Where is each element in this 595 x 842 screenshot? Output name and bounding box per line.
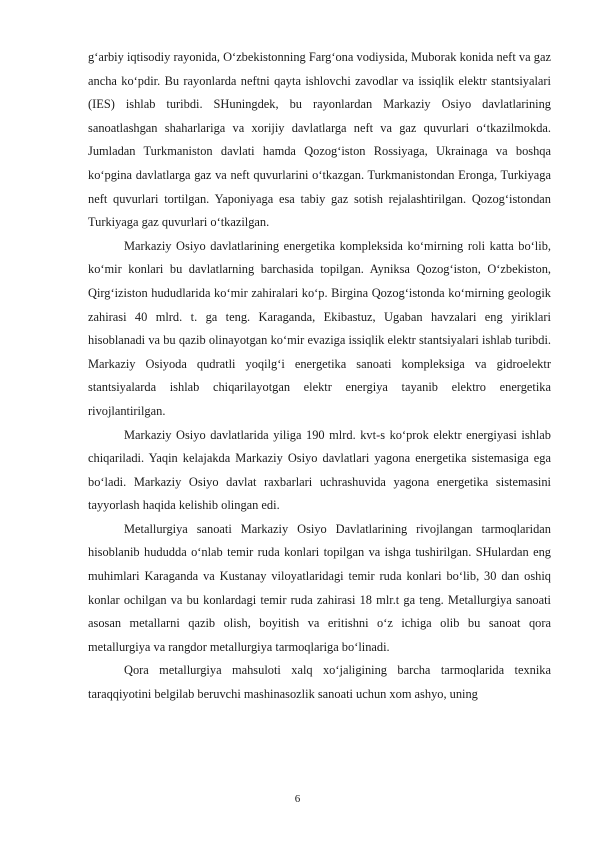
paragraph-oil-gas: g‘arbiy iqtisodiy rayonida, O‘zbekistonning Farg‘ona vodiysida, Muborak konida neft va gaz ancha ko‘pdir. Bu rayonlarda neftni qayta ishlovchi zavodlar va issiqlik elektr stantsiyalari (IES) ishlab turibdi. SHuningdek, bu rayonlardan Markaziy Osiyo davlatlarining sanoatlashgan shaharlariga va xorijiy davlatlarga neft va gaz quvurlari o‘tkazilmokda. Jumladan Turkmaniston davlati hamda Qozog‘iston Rossiyaga, Ukrainaga va boshqa ko‘pgina davlatlarga gaz va neft quvurlarini o‘tkazgan. Turkmanistondan Eronga, Turkiyaga neft quvurlari tortilgan. Yaponiyaga esa tabiy gaz sotish rejalashtirilgan. Qozog‘istondan Turkiyaga gaz quvurlari o‘tkazilgan. xyxy=(88,50,551,230)
paragraph-ferrous-metallurgy: Qora metallurgiya mahsuloti xalq xo‘jaligining barcha tarmoqlarida texnika taraqqiyotini belgilab beruvchi mashinasozlik sanoati uchun xom ashyo, uning xyxy=(88,663,551,702)
page-number: 6 xyxy=(294,793,301,805)
paragraph-electricity: Markaziy Osiyo davlatlarida yiliga 190 mlrd. kvt-s ko‘prok elektr energiyasi ishlab chiqariladi. Yaqin kelajakda Markaziy Osiyo davlatlari yagona energetika sistemasiga ega bo‘ladi. Markaziy Osiyo davlat raxbarlari uchrashuvida yagona energetika sistemasini tayyorlash haqida kelishib olingan edi. xyxy=(88,427,551,513)
document-body xyxy=(88,46,551,707)
paragraph-coal: Markaziy Osiyo davlatlarining energetika kompleksida ko‘mirning roli katta bo‘lib, ko‘mir konlari bu davlatlarning barchasida topilgan. Ayniksa Qozog‘iston, O‘zbekiston, Qirg‘iziston hududlarida ko‘mir zahiralari ko‘p. Birgina Qozog‘istonda ko‘mirning geologik zahirasi 40 mlrd. t. ga teng. Karaganda, Ekibastuz, Ugaban havzalari eng yiriklari hisoblanadi va bu qazib olinayotgan ko‘mir evaziga issiqlik elektr stantsiyalari ishlab turibdi. Markaziy Osiyoda qudratli yoqilg‘i energetika sanoati kompleksiga va gidroelektr stantsiyalarda ishlab chiqarilayotgan elektr energiya tayanib elektro energetika rivojlantirilgan. xyxy=(88,238,551,418)
paragraph-metallurgy: Metallurgiya sanoati Markaziy Osiyo Davlatlarining rivojlangan tarmoqlaridan hisoblanib hududda o‘nlab temir ruda konlari topilgan va ishga tushirilgan. SHulardan eng muhimlari Karaganda va Kustanay viloyatlaridagi temir ruda konlari bo‘lib, 30 dan oshiq konlar ochilgan va bu konlardagi temir ruda zahirasi 18 mlr.t ga teng. Metallurgiya sanoati asosan metallarni qazib olish, boyitish va eritishni o‘z ichiga olib bu sanoat qora metallurgiya va rangdor metallurgiya tarmoqlariga bo‘linadi. xyxy=(88,521,551,654)
